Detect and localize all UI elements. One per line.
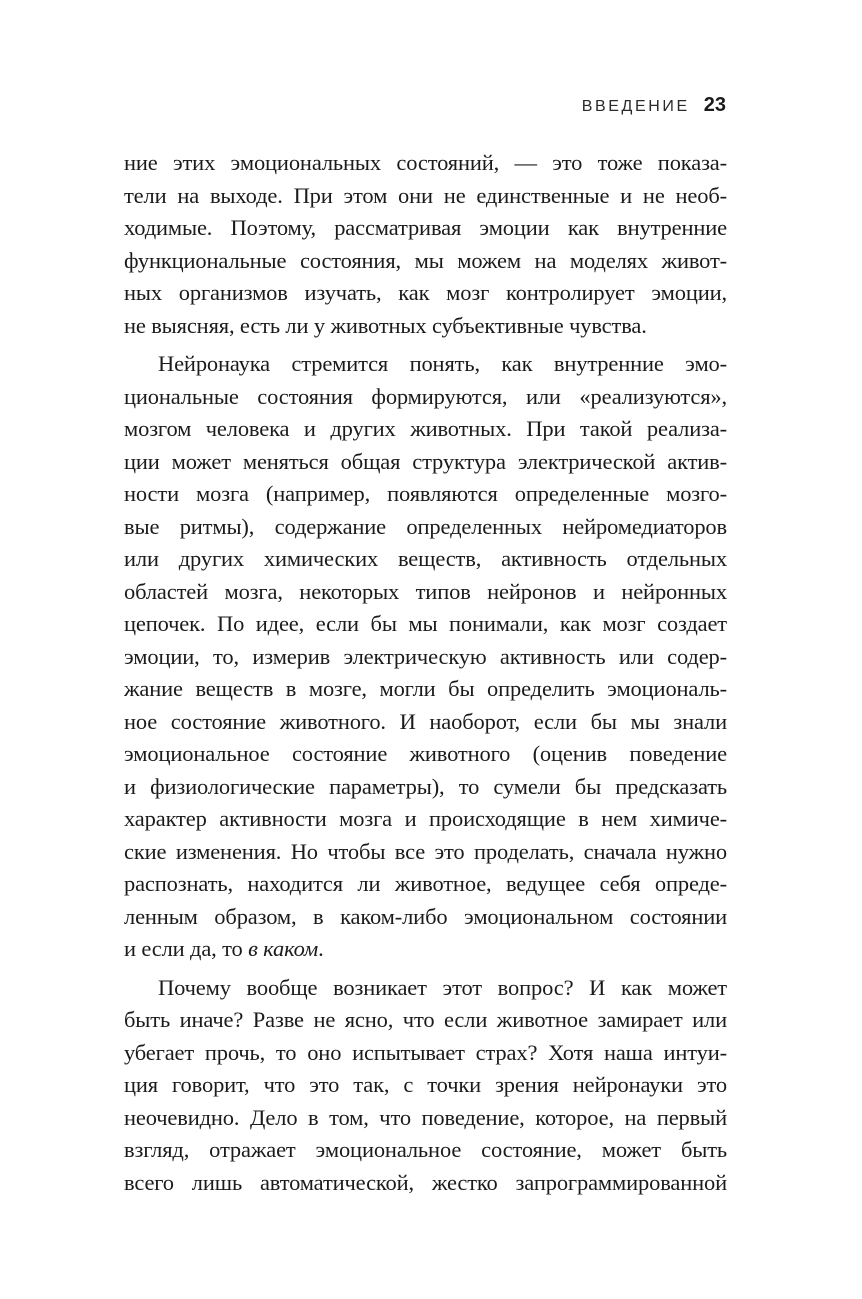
text-line: ное состояние животного. И наоборот, если бы мы знали bbox=[124, 708, 727, 734]
italic-emphasis: в каком bbox=[248, 936, 319, 961]
text-line: Нейронаука стремится понять, как внутренние эмо- bbox=[158, 351, 727, 376]
text-line: жание веществ в мозге, могли бы определить эмоциональ- bbox=[124, 676, 727, 701]
text-line: циональные состояния формируются, или «реализуются», bbox=[124, 383, 727, 409]
text-line: ские изменения. Но чтобы все это проделать, сначала нужно bbox=[124, 838, 727, 864]
text-line: тели на выходе. При этом они не единственные и не необ- bbox=[124, 182, 727, 208]
section-title: ВВЕДЕНИЕ bbox=[581, 98, 690, 115]
page-number: 23 bbox=[703, 94, 726, 116]
text-line: быть иначе? Разве не ясно, что если животное замирает или bbox=[124, 1007, 727, 1032]
text-line: ция говорит, что это так, с точки зрения нейронауки это bbox=[124, 1072, 727, 1097]
body-text bbox=[124, 147, 727, 1199]
text-line: всего лишь автоматической, жестко запрограммированной bbox=[124, 1169, 727, 1195]
text-line: ции может меняться общая структура электрической актив- bbox=[124, 448, 727, 474]
text-line: мозгом человека и других животных. При такой реализа- bbox=[124, 416, 727, 441]
text-line: характер активности мозга и происходящие в нем химиче- bbox=[124, 806, 727, 831]
text-line: или других химических веществ, активность отдельных bbox=[124, 546, 727, 571]
text-line: распознать, находится ли животное, ведущее себя опреде- bbox=[124, 871, 727, 896]
text-line: функциональные состояния, мы можем на моделях живот- bbox=[124, 247, 727, 273]
text-line: ленным образом, в каком-либо эмоциональном состоянии bbox=[124, 903, 727, 929]
text-line: взгляд, отражает эмоциональное состояние, может быть bbox=[124, 1137, 727, 1162]
text-line: неочевидно. Дело в том, что поведение, которое, на первый bbox=[124, 1104, 727, 1130]
paragraph-2 bbox=[124, 348, 727, 966]
paragraph-1 bbox=[124, 147, 727, 342]
text-line: убегает прочь, то оно испытывает страх? Хотя наша интуи- bbox=[124, 1039, 727, 1065]
text-line: областей мозга, некоторых типов нейронов и нейронных bbox=[124, 578, 727, 604]
text-fragment: . bbox=[318, 936, 324, 961]
text-fragment: и если да, то bbox=[124, 936, 249, 961]
running-header bbox=[582, 94, 726, 117]
text-line-last bbox=[124, 933, 727, 966]
text-line: эмоциональное состояние животного (оценив поведение bbox=[124, 741, 727, 766]
text-line: Почему вообще возникает этот вопрос? И как может bbox=[158, 974, 727, 1000]
text-line: ности мозга (например, появляются определенные мозго- bbox=[124, 481, 727, 506]
paragraph-3 bbox=[124, 972, 727, 1200]
text-line: эмоции, то, измерив электрическую активность или содер- bbox=[124, 643, 727, 669]
text-line: ходимые. Поэтому, рассматривая эмоции как внутренние bbox=[124, 215, 727, 240]
text-line: ние этих эмоциональных состояний, — это тоже показа- bbox=[124, 150, 727, 175]
text-line: и физиологические параметры), то сумели бы предсказать bbox=[124, 773, 727, 799]
text-line: не выясняя, есть ли у животных субъективные чувства. bbox=[124, 312, 647, 338]
text-line: ных организмов изучать, как мозг контролирует эмоции, bbox=[124, 280, 727, 305]
text-line: вые ритмы), содержание определенных нейромедиаторов bbox=[124, 513, 727, 539]
text-line: цепочек. По идее, если бы мы понимали, как мозг создает bbox=[124, 611, 727, 636]
